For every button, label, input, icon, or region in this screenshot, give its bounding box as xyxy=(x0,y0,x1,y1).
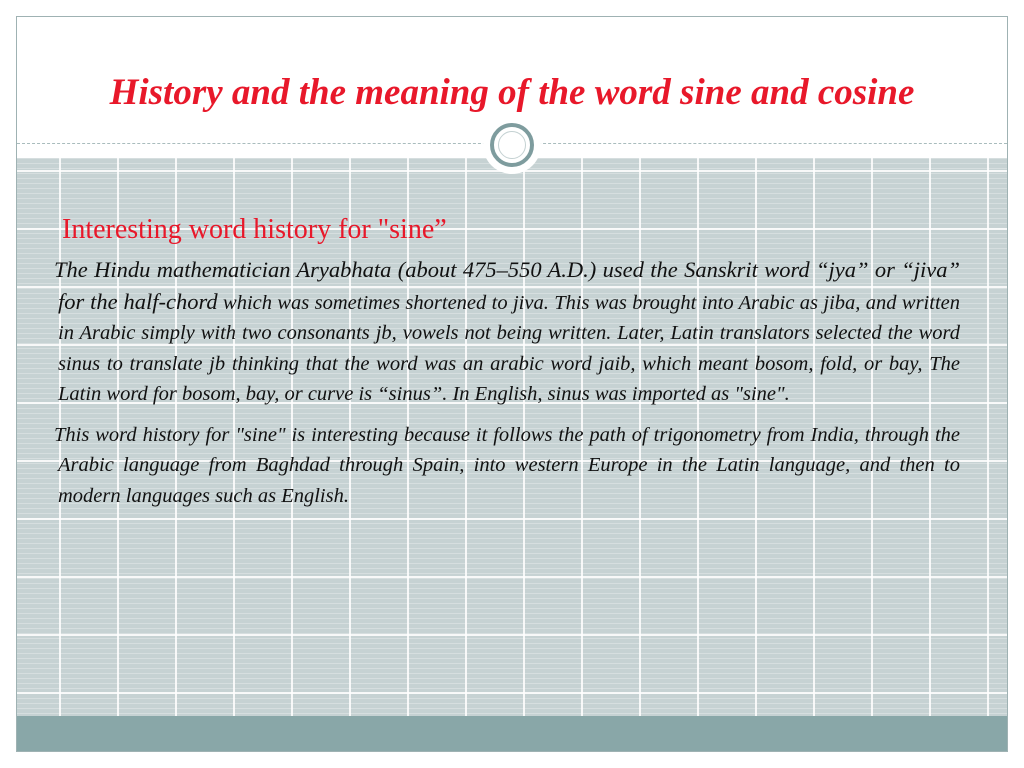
paragraph-rest: which was sometimes shortened to jiva. This was brought into Arabic as jiba, and written in Arabic simply with two consonants jb, vowels not being written. Later, Latin translators selected the word sinus to translate jb thinking that the word was an arabic word jaib, which meant bosom, fold, or bay, The Latin word for bosom, bay, or curve is “sinus”. In English, sinus was imported as "sine". xyxy=(58,291,960,405)
slide-title: History and the meaning of the word sine and cosine xyxy=(109,72,915,113)
ring-inner xyxy=(498,131,526,159)
circle-ring-icon xyxy=(483,116,541,174)
paragraph-aryabhata xyxy=(54,255,960,410)
footer-band xyxy=(17,716,1007,752)
ring-outer xyxy=(490,123,534,167)
subheading: Interesting word history for "sine” xyxy=(62,214,447,245)
slide-content xyxy=(54,213,960,511)
paragraph-trigonometry-path: This word history for "sine" is interesting because it follows the path of trigonometry from India, through the Arabic language from Baghdad through Spain, into western Europe in the Latin language, and then to modern languages such as English. xyxy=(54,423,960,507)
paragraph-lead: The Hindu mathematician Aryabhata (about 475–550 A.D.) used the Sanskrit word “jya” or “jiva” for the half-chord xyxy=(54,257,960,314)
